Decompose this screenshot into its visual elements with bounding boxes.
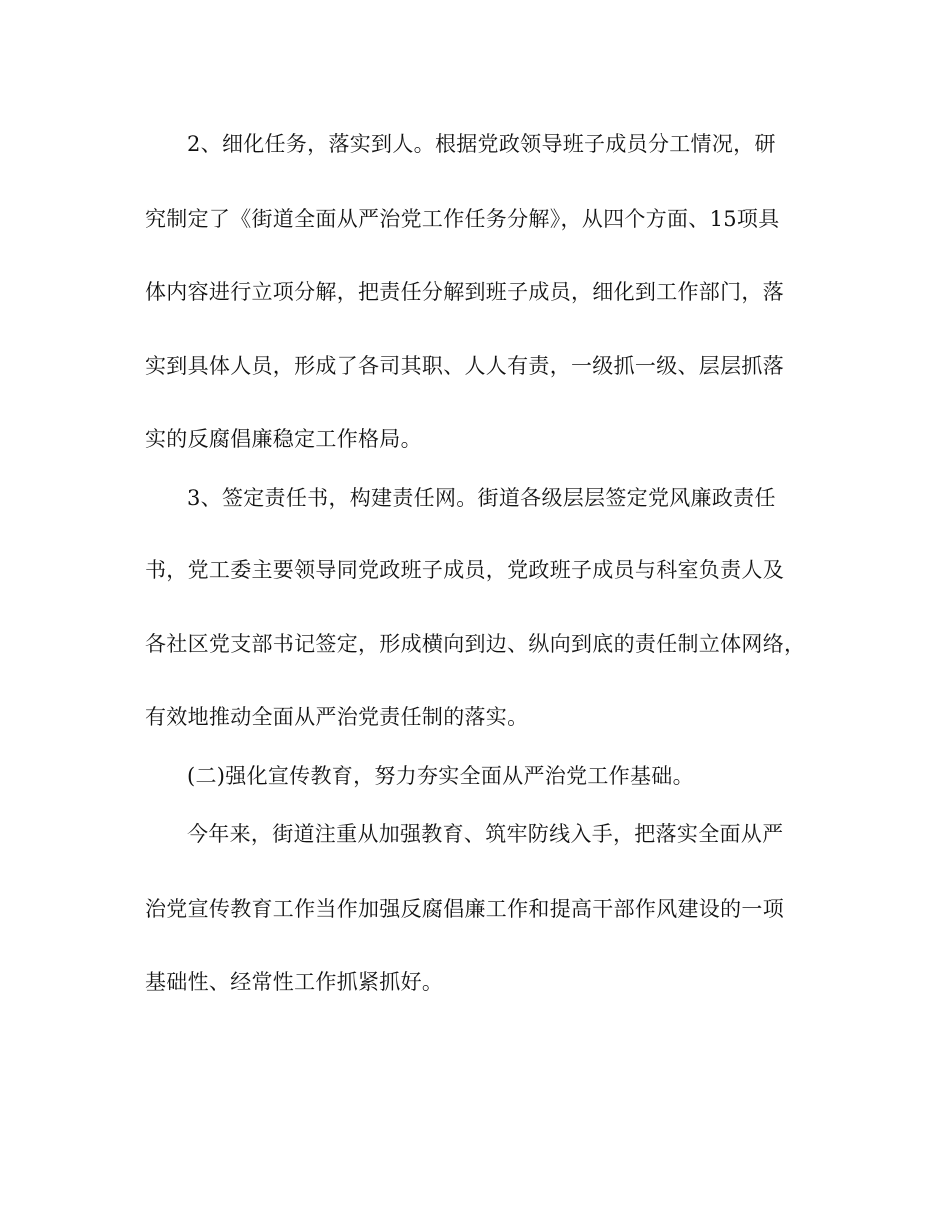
paragraph-2-line-1: 2、细化任务，落实到人。根据党政领导班子成员分工情况，研	[187, 132, 776, 156]
paragraph-3-line-2: 书，党工委主要领导同党政班子成员，党政班子成员与科室负责人及	[145, 558, 784, 582]
paragraph-2-line-3: 体内容进行立项分解，把责任分解到班子成员，细化到工作部门，落	[145, 280, 784, 304]
paragraph-3-line-4: 有效地推动全面从严治党责任制的落实。	[145, 705, 529, 729]
section-heading: (二)强化宣传教育，努力夯实全面从严治党工作基础。	[187, 764, 694, 788]
paragraph-2-line-4: 实到具体人员，形成了各司其职、人人有责，一级抓一级、层层抓落	[145, 354, 784, 378]
paragraph-4-line-3: 基础性、经常性工作抓紧抓好。	[145, 970, 444, 994]
paragraph-2-line-5: 实的反腐倡廉稳定工作格局。	[145, 427, 422, 451]
paragraph-3-line-3: 各社区党支部书记签定，形成横向到边、纵向到底的责任制立体网络，	[145, 632, 806, 656]
paragraph-2-line-2: 究制定了《街道全面从严治党工作任务分解》，从四个方面、15项具	[145, 207, 780, 231]
paragraph-4-line-2: 治党宣传教育工作当作加强反腐倡廉工作和提高干部作风建设的一项	[145, 897, 784, 921]
paragraph-4-line-1: 今年来，街道注重从加强教育、筑牢防线入手，把落实全面从严	[187, 822, 784, 846]
paragraph-3-line-1: 3、签定责任书，构建责任网。街道各级层层签定党风廉政责任	[187, 486, 776, 510]
